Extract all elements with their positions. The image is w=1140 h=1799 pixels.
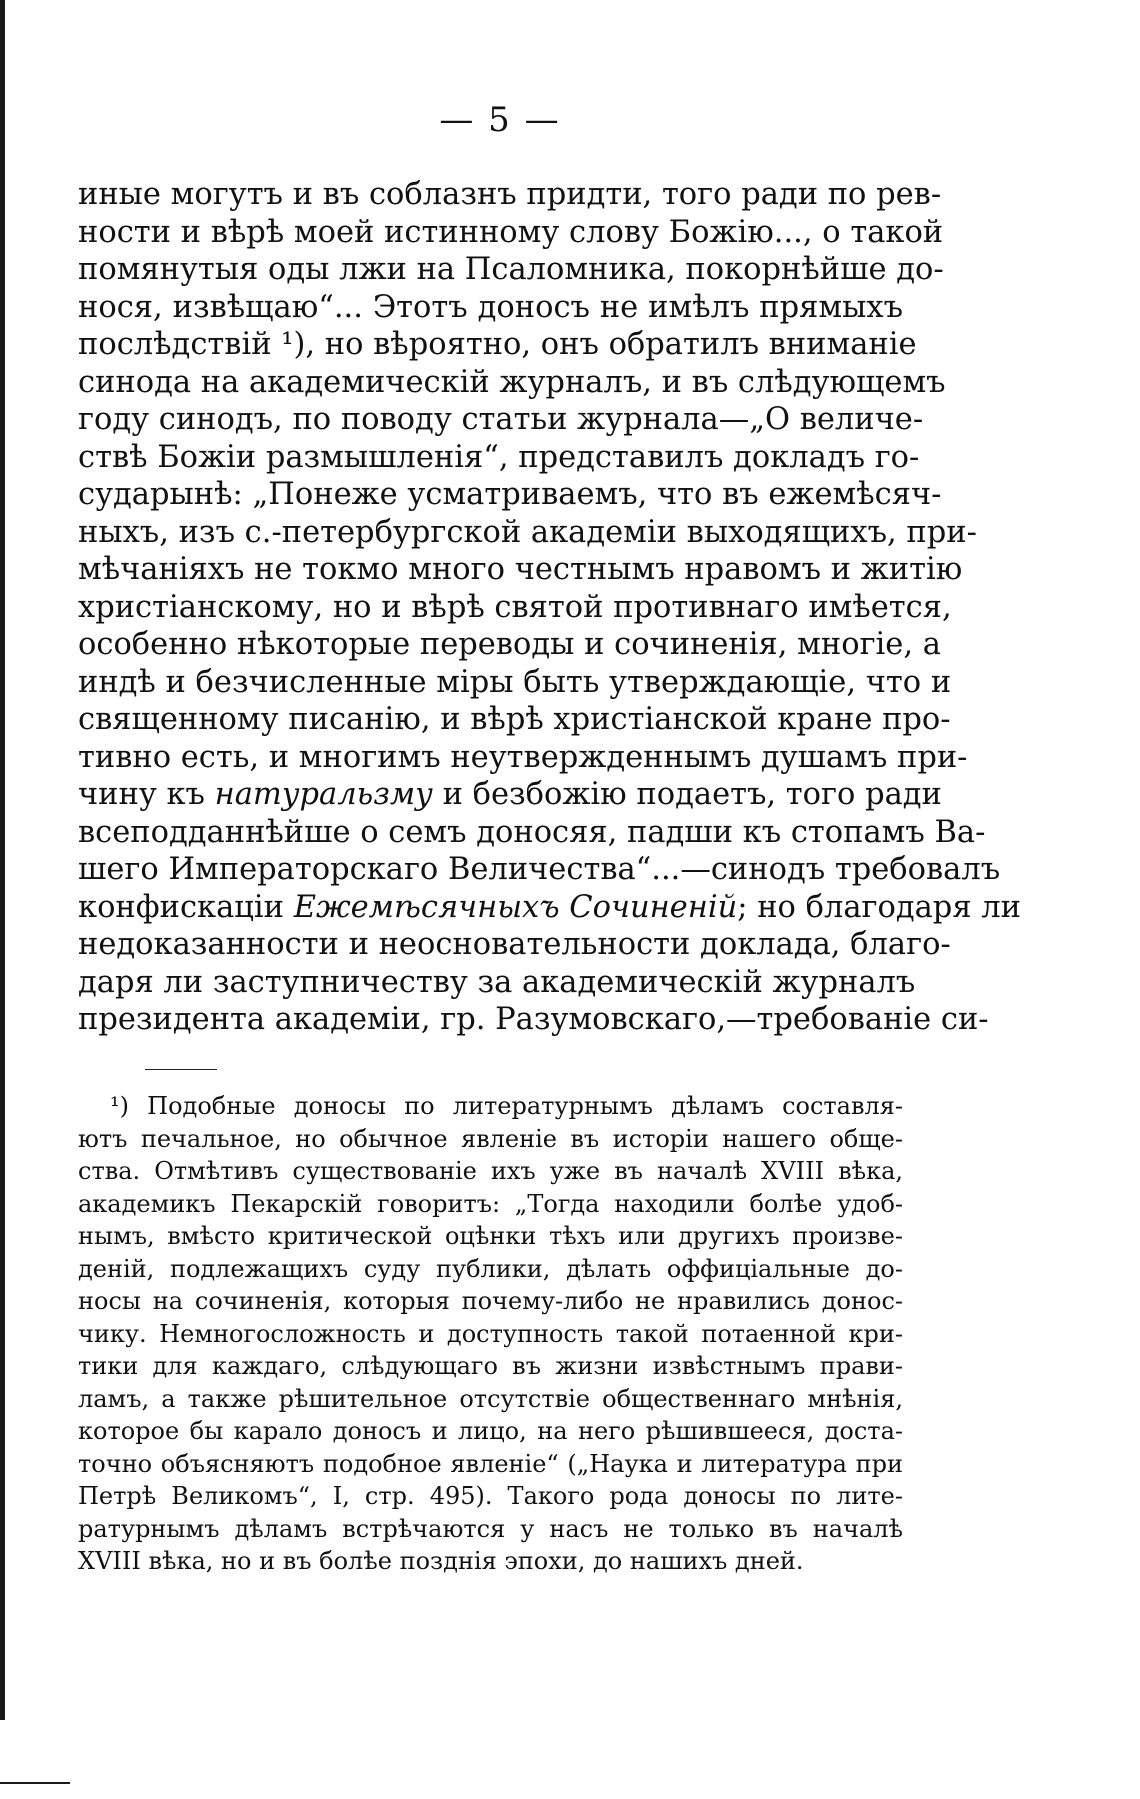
page-corner-mark xyxy=(0,1782,70,1784)
page-left-edge-rule xyxy=(0,0,5,1720)
text-line: помянутыя оды лжи на Псаломника, покорнѣйше до- xyxy=(78,252,944,287)
text-line: президента академіи, гр. Разумовскаго,—требованіе си- xyxy=(78,1002,989,1037)
text-segment: чину къ xyxy=(78,777,215,812)
text-line: шего Императорскаго Величества“...—синодъ требовалъ xyxy=(78,852,1001,887)
footnote-line: деній, подлежащихъ суду публики, дѣлать оффиціальные до- xyxy=(78,1254,903,1283)
text-line: особенно нѣкоторые переводы и сочиненія, многіе, а xyxy=(78,627,941,662)
footnote-line: ламъ, а также рѣшительное отсутствіе общественнаго мнѣнія, xyxy=(78,1384,903,1413)
footnote-line: ства. Отмѣтивъ существованіе ихъ уже въ началѣ XVIII вѣка, xyxy=(78,1157,903,1185)
footnote-separator xyxy=(145,1069,217,1070)
text-line: недоказанности и неосновательности доклада, благо- xyxy=(78,927,951,962)
footnote-line: академикъ Пекарскій говоритъ: „Тогда находили болѣе удоб- xyxy=(78,1189,903,1218)
text-line: индѣ и безчисленные міры быть утверждающіе, что и xyxy=(78,664,952,700)
footnote-line: тики для каждаго, слѣдующаго въ жизни извѣстнымъ прави- xyxy=(78,1352,903,1380)
text-line xyxy=(78,889,1021,927)
text-segment: ; но благодаря ли xyxy=(737,889,1021,925)
text-line: сударынѣ: „Понеже усматриваемъ, что въ ежемѣсяч- xyxy=(78,477,942,512)
footnote-line: XVIII вѣка, но и въ болѣе позднія эпохи, до нашихъ дней. xyxy=(78,1547,804,1575)
text-segment: конфискаціи xyxy=(78,889,294,925)
text-line: священному писанію, и вѣрѣ христіанской кране про- xyxy=(78,702,951,737)
text-line: даря ли заступничеству за академическій журналъ xyxy=(78,964,916,1000)
text-line: нося, извѣщаю“... Этотъ доносъ не имѣлъ прямыхъ xyxy=(78,289,903,325)
text-line: иные могутъ и въ соблазнъ придти, того ради по рев- xyxy=(78,177,942,212)
text-line xyxy=(78,776,942,814)
page-number: — 5 — xyxy=(439,100,561,140)
footnote-line: которое бы карало доносъ и лицо, на него рѣшившееся, доста- xyxy=(78,1417,903,1445)
text-line: всеподданнѣйше о семъ доносяя, падши къ стопамъ Ва- xyxy=(78,814,986,850)
footnote-line: Петрѣ Великомъ“, I, стр. 495). Такого рода доносы по лите- xyxy=(78,1482,903,1510)
footnote-block xyxy=(78,1090,903,1578)
text-line: мѣчаніяхъ не токмо много честнымъ нравомъ и житію xyxy=(78,552,963,587)
footnote-line: точно объясняютъ подобное явленіе“ („Наука и литература при xyxy=(78,1449,903,1478)
text-line: тивно есть, и многимъ неутвержденнымъ душамъ при- xyxy=(78,739,968,775)
text-line: послѣдствій ¹), но вѣроятно, онъ обратилъ вниманіе xyxy=(78,327,917,362)
text-line: христіанскому, но и вѣрѣ святой противнаго имѣется, xyxy=(78,589,952,625)
italic-title: Ежемѣсячныхъ Сочиненій xyxy=(293,889,738,925)
footnote-line: нымъ, вмѣсто критической оцѣнки тѣхъ или другихъ произве- xyxy=(78,1222,903,1250)
italic-term: натуральзму xyxy=(214,777,433,812)
text-line: синода на академическій журналъ, и въ слѣдующемъ xyxy=(78,364,946,400)
text-line: году синодъ, по поводу статьи журнала—„О величе- xyxy=(78,402,924,437)
footnote-line: носы на сочиненія, которыя почему-либо не нравились донос- xyxy=(78,1287,903,1315)
text-segment: и безбожію подаетъ, того ради xyxy=(432,777,942,812)
footnote-line: ратурнымъ дѣламъ встрѣчаются у насъ не только въ началѣ xyxy=(78,1514,903,1543)
footnote-line: ютъ печальное, но обычное явленіе въ исторіи нашего обще- xyxy=(78,1124,903,1153)
text-line: ныхъ, изъ с.-петербургской академіи выходящихъ, при- xyxy=(78,514,977,550)
text-line: ности и вѣрѣ моей истинному слову Божію..., о такой xyxy=(78,214,944,250)
main-text-block xyxy=(78,176,1021,1039)
text-line: ствѣ Божіи размышленія“, представилъ докладъ го- xyxy=(78,439,920,475)
footnote-line: ¹) Подобные доносы по литературнымъ дѣламъ составля- xyxy=(110,1092,903,1120)
footnote-line: чику. Немногосложность и доступность такой потаенной кри- xyxy=(78,1319,903,1348)
